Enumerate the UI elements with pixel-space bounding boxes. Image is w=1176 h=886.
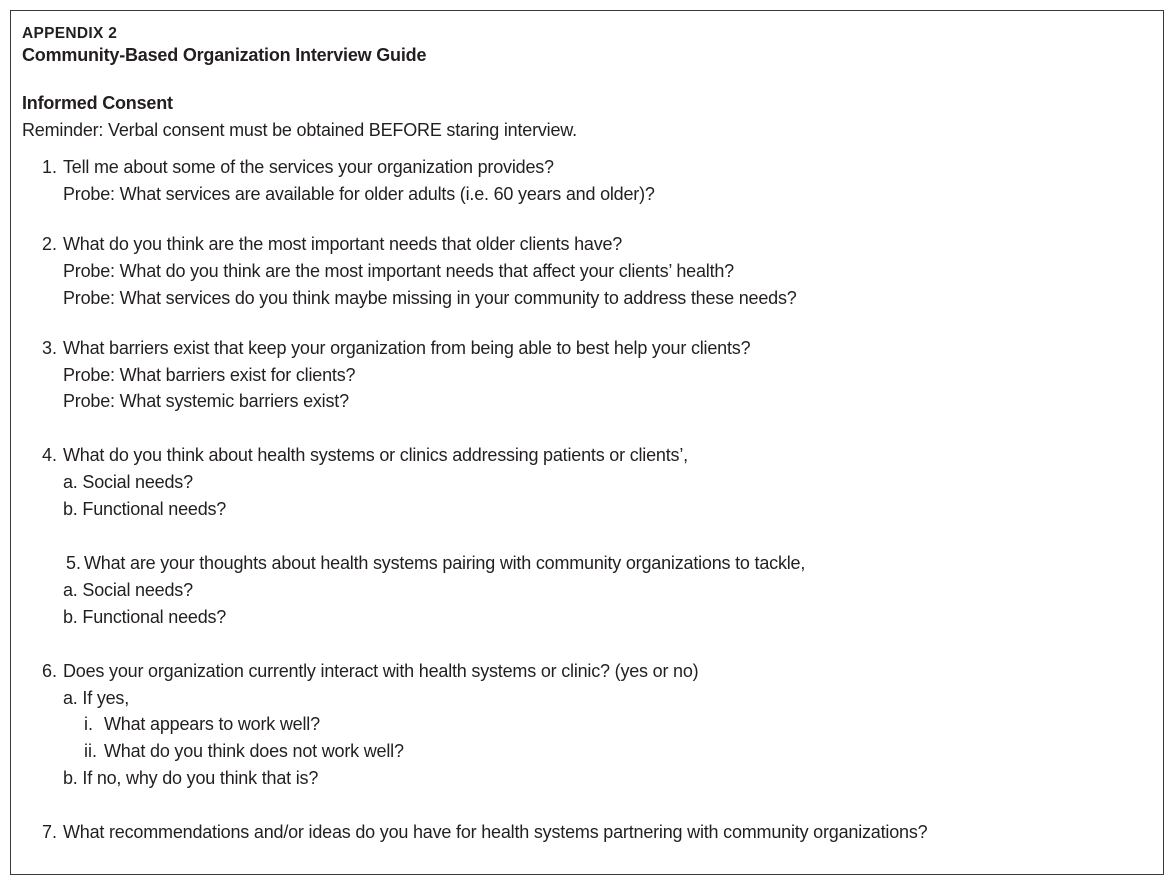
q4-text: What do you think about health systems or clinics addressing patients or clients’, (63, 445, 688, 465)
q7-text: What recommendations and/or ideas do you have for health systems partnering with community organizations? (63, 822, 928, 842)
q3-probe-2: Probe: What systemic barriers exist? (63, 391, 349, 411)
q2-probe-2: Probe: What services do you think maybe missing in your community to address these needs? (63, 288, 797, 308)
q3-probe-1: Probe: What barriers exist for clients? (63, 365, 356, 385)
document-title: Community-Based Organization Interview Guide (22, 45, 427, 65)
q1-number: 1. (42, 157, 58, 177)
q5-number: 5. (66, 553, 82, 573)
q5-text: What are your thoughts about health systems pairing with community organizations to tackle, (84, 553, 806, 573)
appendix-label: APPENDIX 2 (22, 25, 118, 42)
q2-number: 2. (42, 234, 58, 254)
q6-number: 6. (42, 661, 58, 681)
q1-text: Tell me about some of the services your organization provides? (63, 157, 554, 177)
q6-sub-i: What appears to work well? (104, 714, 320, 734)
q6-sub-i-number: i. (84, 714, 93, 734)
consent-reminder: Reminder: Verbal consent must be obtained BEFORE staring interview. (22, 120, 577, 140)
q6-item-b: b. If no, why do you think that is? (63, 768, 319, 788)
q6-text: Does your organization currently interact with health systems or clinic? (yes or no) (63, 661, 699, 681)
q3-number: 3. (42, 338, 58, 358)
q5-item-b: b. Functional needs? (63, 607, 227, 627)
q6-sub-ii: What do you think does not work well? (104, 741, 404, 761)
q1-probe-1: Probe: What services are available for older adults (i.e. 60 years and older)? (63, 184, 655, 204)
consent-heading: Informed Consent (22, 93, 173, 113)
q7-number: 7. (42, 822, 58, 842)
q4-item-a: a. Social needs? (63, 472, 193, 492)
q4-item-b: b. Functional needs? (63, 499, 227, 519)
q4-number: 4. (42, 445, 58, 465)
q5-item-a: a. Social needs? (63, 580, 193, 600)
q6-item-a: a. If yes, (63, 688, 130, 708)
q2-probe-1: Probe: What do you think are the most important needs that affect your clients’ health? (63, 261, 734, 281)
q2-text: What do you think are the most important needs that older clients have? (63, 234, 623, 254)
q3-text: What barriers exist that keep your organization from being able to best help your clients? (63, 338, 751, 358)
q6-sub-ii-number: ii. (84, 741, 97, 761)
